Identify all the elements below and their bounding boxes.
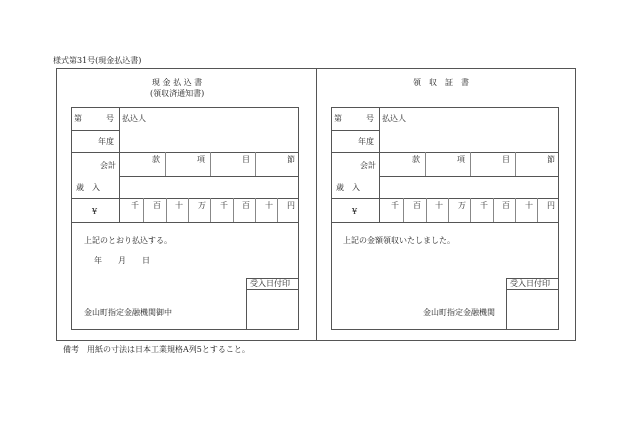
right-title: 領 収 証 書: [413, 78, 469, 87]
footnote: 備考 用紙の寸法は日本工業規格A列5とすること。: [63, 345, 250, 354]
left-digit-7: 円: [287, 201, 295, 210]
right-digit-div-1: [403, 198, 404, 222]
left-budget-setsu: 節: [287, 155, 295, 164]
right-digit-4: 千: [480, 201, 488, 210]
left-recipient: 金山町指定金融機関御中: [84, 308, 172, 317]
right-digit-3: 万: [458, 201, 466, 210]
right-label-col: [379, 107, 380, 222]
right-budget-div-2: [470, 152, 471, 176]
left-digit-6: 十: [265, 201, 273, 210]
right-yen-symbol: ¥: [352, 207, 358, 216]
right-digit-div-6: [515, 198, 516, 222]
form-number-label: 様式第31号(現金払込書): [53, 56, 142, 65]
left-payer-label: 払込人: [122, 114, 146, 123]
left-yen-symbol: ¥: [92, 207, 98, 216]
right-digit-6: 十: [525, 201, 533, 210]
left-budget-kou: 項: [197, 155, 205, 164]
left-stamp-header-line: [246, 289, 299, 290]
left-budget-kan: 款: [152, 155, 160, 164]
right-budget-div-1: [425, 152, 426, 176]
right-number-label: 第 号: [334, 114, 374, 123]
right-digit-7: 円: [547, 201, 555, 210]
right-line-1: [331, 130, 379, 131]
right-line-4: [331, 198, 559, 199]
left-digit-3: 万: [198, 201, 206, 210]
right-digit-div-7: [537, 198, 538, 222]
right-digit-0: 千: [391, 201, 399, 210]
right-stamp-header-line: [506, 289, 559, 290]
left-number-label: 第 号: [74, 114, 114, 123]
right-fiscal-year-label: 年度: [358, 137, 374, 146]
right-budget-moku: 目: [502, 155, 510, 164]
left-line-2: [71, 152, 299, 153]
right-digit-2: 十: [435, 201, 443, 210]
left-digit-1: 百: [153, 201, 161, 210]
left-line-3: [119, 176, 299, 177]
left-subtitle: (領収済通知書): [150, 89, 205, 98]
left-line-1: [71, 130, 119, 131]
right-digit-1: 百: [413, 201, 421, 210]
right-revenue-label: 歳 入: [336, 183, 360, 192]
left-title: 現 金 払 込 書: [152, 78, 203, 87]
right-digit-div-2: [426, 198, 427, 222]
left-digit-5: 百: [242, 201, 250, 210]
right-digit-div-3: [448, 198, 449, 222]
left-date-line: 年 月 日: [94, 256, 150, 265]
left-account-label: 会計: [100, 161, 116, 170]
left-digit-div-3: [188, 198, 189, 222]
right-budget-kou: 項: [457, 155, 465, 164]
center-divider: [316, 68, 317, 341]
left-digit-div-7: [277, 198, 278, 222]
right-recipient: 金山町指定金融機関: [423, 308, 495, 317]
right-line-5: [331, 222, 559, 223]
right-line-3: [379, 176, 559, 177]
left-budget-div-2: [210, 152, 211, 176]
left-digit-div-5: [233, 198, 234, 222]
right-digit-div-5: [493, 198, 494, 222]
left-fiscal-year-label: 年度: [98, 137, 114, 146]
left-line-4: [71, 198, 299, 199]
left-stamp-label: 受入日付印: [250, 279, 290, 288]
left-line-5: [71, 222, 299, 223]
left-digit-div-6: [255, 198, 256, 222]
left-digit-div-1: [143, 198, 144, 222]
right-budget-setsu: 節: [547, 155, 555, 164]
left-digit-0: 千: [131, 201, 139, 210]
right-digit-div-4: [470, 198, 471, 222]
left-digit-div-2: [166, 198, 167, 222]
right-line-2: [331, 152, 559, 153]
left-budget-moku: 目: [242, 155, 250, 164]
left-digit-4: 千: [220, 201, 228, 210]
left-revenue-label: 歳 入: [76, 183, 100, 192]
right-budget-div-3: [515, 152, 516, 176]
left-digit-div-4: [210, 198, 211, 222]
right-account-label: 会計: [360, 161, 376, 170]
left-budget-div-1: [165, 152, 166, 176]
left-statement: 上記のとおり払込する。: [84, 236, 172, 245]
right-budget-kan: 款: [412, 155, 420, 164]
left-budget-div-3: [255, 152, 256, 176]
left-digit-2: 十: [175, 201, 183, 210]
right-digit-5: 百: [502, 201, 510, 210]
right-stamp-label: 受入日付印: [510, 279, 550, 288]
left-label-col: [119, 107, 120, 222]
right-statement: 上記の金額領収いたしました。: [343, 236, 455, 245]
right-payer-label: 払込人: [382, 114, 406, 123]
